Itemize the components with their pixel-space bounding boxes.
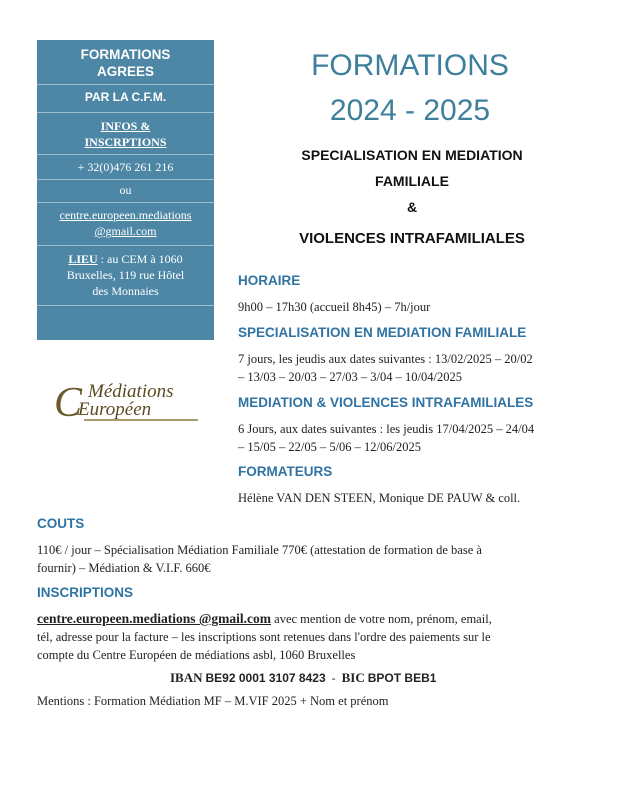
page-title-line2: 2024 - 2025 bbox=[329, 94, 491, 127]
sidebar-infos-line2: INSCRPTIONS bbox=[84, 135, 167, 149]
inscriptions-line2: tél, adresse pour la facture – les inscriptions sont retenues dans l'ordre des paiements sur le bbox=[37, 630, 491, 644]
iban-label: IBAN bbox=[170, 670, 203, 685]
mediations-europeen-logo bbox=[52, 376, 202, 424]
violences-line2: – 15/05 – 22/05 – 5/06 – 12/06/2025 bbox=[238, 440, 421, 454]
logo-line1: Médiations bbox=[88, 381, 174, 402]
subtitle-line2: FAMILIALE bbox=[375, 173, 449, 189]
sidebar-or bbox=[37, 180, 214, 203]
horaire-text: 9h00 – 17h30 (accueil 8h45) – 7h/jour bbox=[238, 300, 431, 314]
info-sidebar bbox=[37, 40, 214, 340]
couts-line1: 110€ / jour – Spécialisation Médiation Familiale 770€ (attestation de formation de base à bbox=[37, 543, 482, 557]
phone-number: + 32(0)476 261 216 bbox=[77, 160, 174, 174]
email-line2: @gmail.com bbox=[94, 224, 157, 238]
logo-graphic bbox=[52, 376, 202, 424]
inscriptions-email-link[interactable]: centre.europeen.mediations @gmail.com bbox=[37, 611, 272, 626]
formateurs-text: Hélène VAN DEN STEEN, Monique DE PAUW & coll. bbox=[238, 491, 521, 505]
inscriptions-line1-rest: avec mention de votre nom, prénom, email, bbox=[271, 612, 492, 626]
sidebar-location bbox=[37, 246, 214, 306]
sidebar-infos-line1: INFOS & bbox=[100, 119, 151, 133]
formateurs-heading: FORMATEURS bbox=[238, 464, 333, 479]
email-line1: centre.europeen.mediations bbox=[59, 208, 192, 222]
bic-label: BIC bbox=[341, 670, 365, 685]
inscriptions-line1 bbox=[37, 610, 492, 628]
logo-letter: C bbox=[54, 380, 83, 424]
inscriptions-line3: compte du Centre Européen de médiations asbl, 1060 Bruxelles bbox=[37, 648, 356, 662]
sidebar-heading bbox=[37, 40, 214, 85]
inscriptions-heading: INSCRIPTIONS bbox=[37, 585, 134, 600]
location-line2: Bruxelles, 119 rue Hôtel bbox=[66, 268, 185, 282]
mentions-text: Mentions : Formation Médiation MF – M.VIF 2025 + Nom et prénom bbox=[37, 694, 389, 708]
location-line1: : au CEM à 1060 bbox=[97, 252, 183, 266]
sidebar-heading-line1: FORMATIONS bbox=[80, 47, 171, 62]
location-label: LIEU bbox=[68, 252, 98, 266]
bank-details bbox=[170, 669, 436, 687]
violences-heading: MEDIATION & VIOLENCES INTRAFAMILIALES bbox=[238, 395, 534, 410]
bic-code: BPOT BEB1 bbox=[367, 671, 437, 685]
subtitle-line3: VIOLENCES INTRAFAMILIALES bbox=[299, 230, 525, 247]
violences-line1: 6 Jours, aux dates suivantes : les jeudis 17/04/2025 – 24/04 bbox=[238, 422, 535, 436]
or-text: ou bbox=[119, 183, 132, 197]
specialisation-line1: 7 jours, les jeudis aux dates suivantes : 13/02/2025 – 20/02 bbox=[238, 352, 533, 366]
sidebar-heading-line2: AGREES bbox=[96, 64, 154, 79]
sidebar-contact bbox=[37, 113, 214, 155]
sidebar-agreement-text: PAR LA C.F.M. bbox=[84, 90, 167, 104]
specialisation-heading: SPECIALISATION EN MEDIATION FAMILIALE bbox=[238, 325, 527, 340]
couts-line2: fournir) – Médiation & V.I.F. 660€ bbox=[37, 561, 211, 575]
subtitle-line1: SPECIALISATION EN MEDIATION bbox=[301, 147, 523, 163]
logo-line2: Européen bbox=[78, 399, 152, 420]
couts-heading: COUTS bbox=[37, 516, 85, 531]
specialisation-line2: – 13/03 – 20/03 – 27/03 – 3/04 – 10/04/2025 bbox=[238, 370, 462, 384]
horaire-heading: HORAIRE bbox=[238, 273, 301, 288]
sidebar-agreement bbox=[37, 85, 214, 113]
location-line3: des Monnaies bbox=[92, 284, 159, 298]
iban-number: BE92 0001 3107 8423 bbox=[205, 671, 326, 685]
bank-separator: - bbox=[325, 671, 342, 685]
sidebar-phone bbox=[37, 155, 214, 180]
subtitle-ampersand: & bbox=[406, 199, 418, 215]
page-title-line1: FORMATIONS bbox=[311, 49, 509, 82]
sidebar-email bbox=[37, 203, 214, 246]
